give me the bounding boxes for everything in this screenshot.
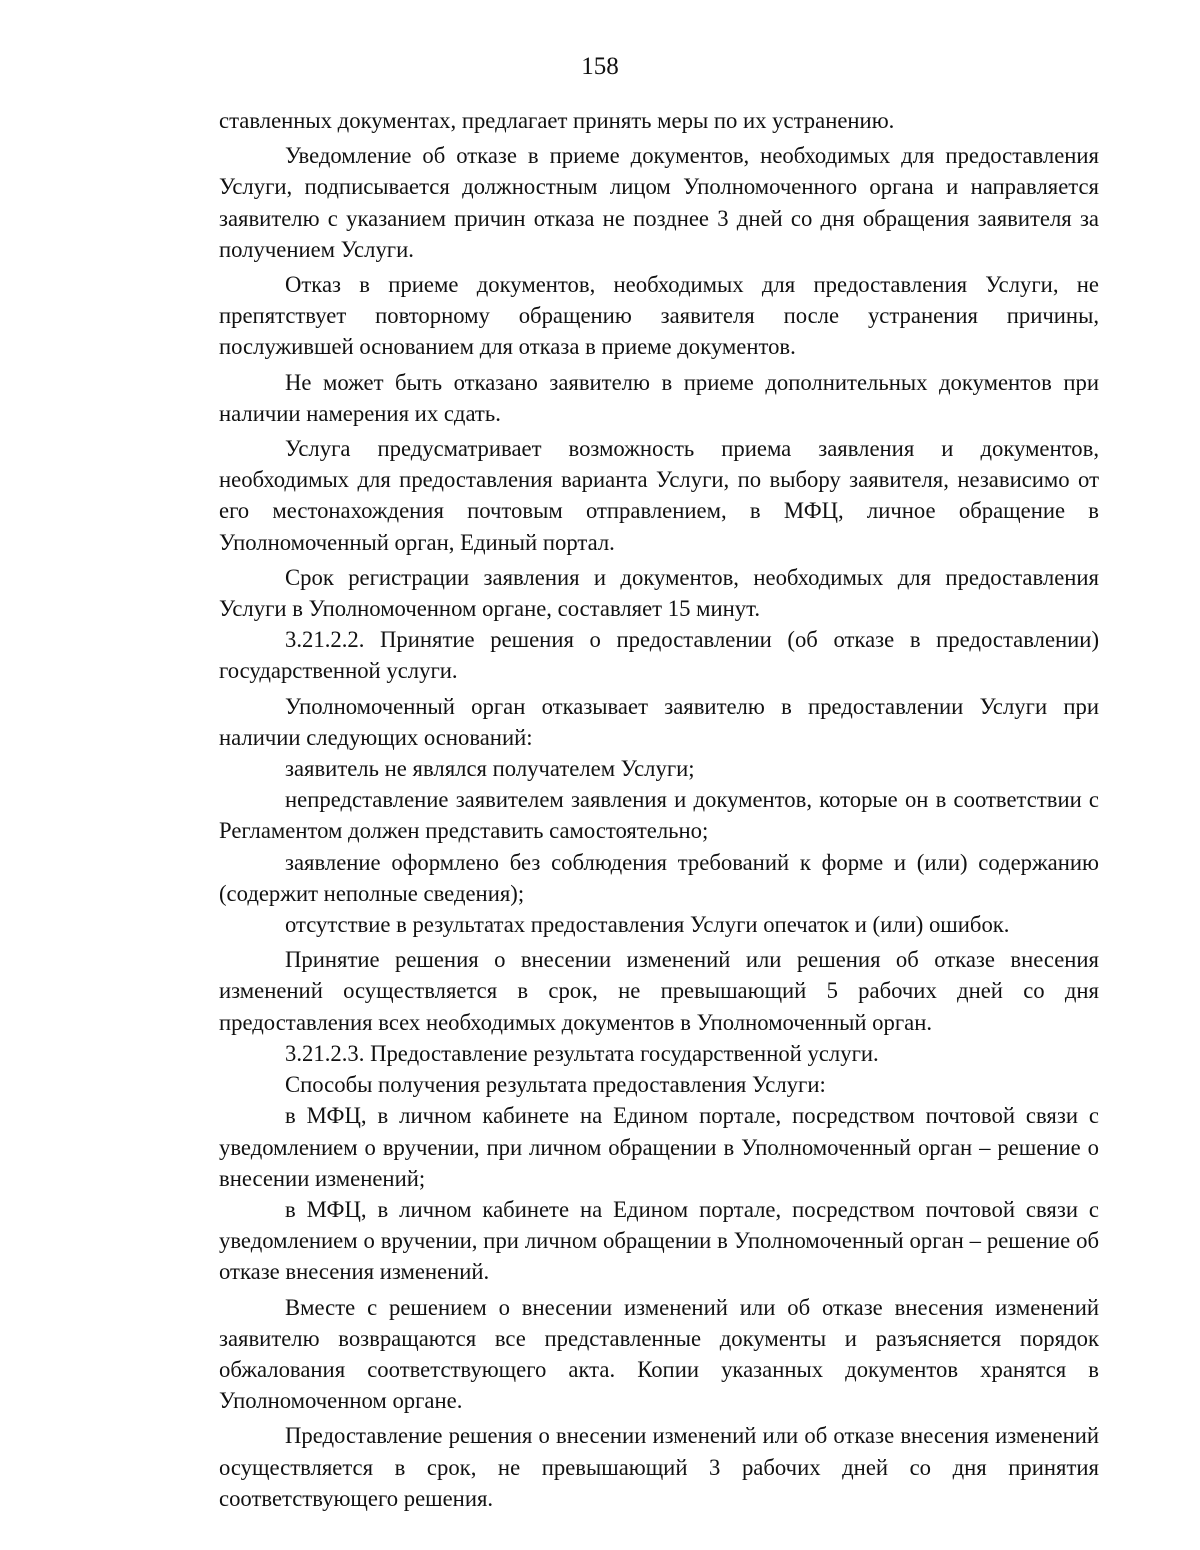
paragraph-decision-term: Принятие решения о внесении изменений или решения об отказе внесения изменений осуществляется в срок, не превышающий 5 рабочих дней со дня предоставления всех необходимых документов в Уполномоченный орган. <box>219 947 1099 1035</box>
list-item-not-recipient: заявитель не являлся получателем Услуги; <box>285 756 695 782</box>
paragraph-refusal-no-obstacle: Отказ в приеме документов, необходимых для предоставления Услуги, не препятствует повторному обращению заявителя после устранения причины, послужившей основанием для отказа в приеме документов. <box>219 272 1099 360</box>
list-item-no-errors: отсутствие в результатах предоставления Услуги опечаток и (или) ошибок. <box>285 912 1010 938</box>
paragraph-result-term: Предоставление решения о внесении изменений или об отказе внесения изменений осуществляется в срок, не превышающий 3 рабочих дней со дня принятия соответствующего решения. <box>219 1423 1099 1511</box>
section-heading-3-21-2-3: 3.21.2.3. Предоставление результата государственной услуги. <box>285 1040 879 1066</box>
paragraph-refusal-notice: Уведомление об отказе в приеме документов, необходимых для предоставления Услуги, подписывается должностным лицом Уполномоченного органа и направляется заявителю с указанием причин отказа не позднее 3 дней со дня обращения заявителя за получением Услуги. <box>219 143 1099 262</box>
list-item-refusal-decision: в МФЦ, в личном кабинете на Едином портале, посредством почтовой связи с уведомлением о вручении, при личном обращении в Уполномоченный орган – решение об отказе внесения изменений. <box>219 1196 1099 1285</box>
page-number: 158 <box>581 53 619 80</box>
section-heading-3-21-2-2: 3.21.2.2. Принятие решения о предоставлении (об отказе в предоставлении) государственной услуги. <box>219 627 1099 684</box>
list-item-no-documents: непредставление заявителем заявления и документов, которые он в соответствии с Регламентом должен представить самостоятельно; <box>219 787 1099 844</box>
paragraph-result-methods: Способы получения результата предоставления Услуги: <box>285 1072 826 1098</box>
list-item-form-violation: заявление оформлено без соблюдения требований к форме и (или) содержанию (содержит неполные сведения); <box>219 849 1099 906</box>
paragraph-additional-documents: Не может быть отказано заявителю в приеме дополнительных документов при наличии намерения их сдать. <box>219 369 1099 426</box>
list-item-change-decision: в МФЦ, в личном кабинете на Едином портале, посредством почтовой связи с уведомлением о вручении, при личном обращении в Уполномоченный орган – решение о внесении изменений; <box>219 1103 1099 1191</box>
paragraph-documents-return: Вместе с решением о внесении изменений или об отказе внесения изменений заявителю возвращаются все представленные документы и разъясняется порядок обжалования соответствующего акта. Копии указанных документов хранятся в Уполномоченном органе. <box>219 1294 1099 1414</box>
document-body <box>219 105 1099 1514</box>
paragraph-continuation: ставленных документах, предлагает принять меры по их устранению. <box>219 108 895 133</box>
paragraph-registration-term: Срок регистрации заявления и документов, необходимых для предоставления Услуги в Уполномоченном органе, составляет 15 минут. <box>219 564 1099 622</box>
paragraph-refusal-grounds: Уполномоченный орган отказывает заявителю в предоставлении Услуги при наличии следующих оснований: <box>219 693 1099 750</box>
paragraph-submission-methods: Услуга предусматривает возможность приема заявления и документов, необходимых для предоставления варианта Услуги, по выбору заявителя, независимо от его местонахождения почтовым отправлением, в МФЦ, личное обращение в Уполномоченный орган, Единый портал. <box>219 436 1099 555</box>
